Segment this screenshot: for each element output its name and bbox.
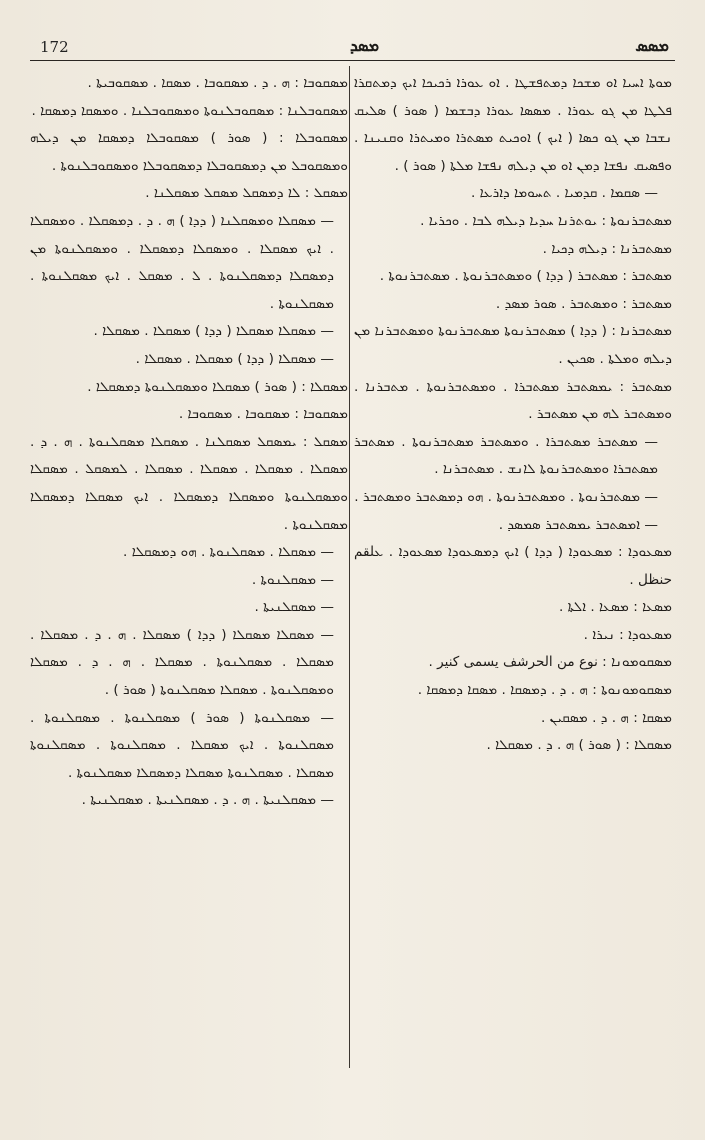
entry-text-with-headword: ܡܣܩܐ : ܗ . ܕ . ܡܣܩܝܢ . <box>540 709 672 726</box>
running-head-right: ܡܣܣ <box>635 36 669 55</box>
dictionary-entry <box>30 401 348 429</box>
subentry-dash: — <box>640 185 658 202</box>
subentry-dash: — <box>316 599 334 616</box>
entry-text: ܡܣܬܒܪܢܘܬܐ . ܘܡܣܬܒܪܢܘܬܐ . ܗܘ ܕܡܣܬܒܪ ܘܡܣܬܒܪ . <box>354 488 641 505</box>
header-rule <box>30 60 675 61</box>
entry-text: ܐܡܣܬܒܪ ܝܡܣܬܒܪ ܣܡܣܕ . <box>498 516 641 533</box>
entry-text-with-headword: ܡܣܥܘܕܐ : ܢܝܪܐ . <box>583 626 672 643</box>
dictionary-entry <box>354 732 672 760</box>
dictionary-entry <box>354 594 672 622</box>
dictionary-entry <box>354 622 672 650</box>
subentry-dash: — <box>640 488 658 505</box>
dictionary-entry <box>354 180 672 208</box>
entry-text-with-headword: ܡܣܩܘܒܐ : ܡܣܩܘܒܐ . ܡܣܩܘܒܐ . <box>178 406 348 423</box>
column-divider <box>349 66 350 1068</box>
entry-text: ܣܩܡܐ . ܩܕܡܝܐ . ܬܚܘܡܐ ܕܐܪܥܐ . <box>471 185 641 202</box>
dictionary-entry <box>354 70 672 180</box>
entry-text-with-headword: ܡܣܩܠ : ܝܡܣܩܠ ܡܣܩܠܢܐ . ܡܣܩܠܐ ܡܣܩܠܢܘܬܐ . ܗ . ܕ . ܡܣܩܠܐ . ܡܣܩܠܐ . ܡܣܩܠܐ . ܡܣܩܠܐ . ܠܡܣܩܠ . ܡܣܩܠܐ ܘܡܣܩܠܢܘܬܐ ܘܡܣܩܠܐ ܕܡܣܩܠܐ . ܐܝܟ ܡܣܩܠܐ ܕܡܣܩܠܐ ܡܣܩܠܢܘܬܐ . <box>30 433 348 533</box>
dictionary-entry <box>354 318 672 373</box>
subentry-dash: — <box>310 709 334 726</box>
entry-text: ܡܣܩܠܢܘܬܐ ( ܣܘܪ ) ܡܣܩܠܢܘܬܐ . ܡܣܩܠܢܘܬܐ . ܡܣܩܠܢܘܬܐ . ܐܝܟ ܡܣܩܠܐ . ܡܣܩܠܢܘܬܐ . ܡܣܩܠܢܘܬܐ ܡܣܩܠܐ . ܡܣܩܠܢܘܬܐ ܡܣܩܠܐ ܕܡܣܩܠܐ ܡܣܩܠܢܘܬܐ . <box>30 709 334 781</box>
entry-text-with-headword: ܡܣܩܠܐ : ( ܣܘܪ ) ܡܣܩܠܐ ܘܡܣܩܠܢܘܬܐ ܕܡܣܩܠܐ . <box>87 378 348 395</box>
entry-text: ܡܣܩܠܐ ܡܣܩܠܐ ( ܕܕܐ ) ܡܣܩܠܐ . ܡܣܩܠܐ . <box>93 323 317 340</box>
entry-text: ܡܣܩܠܐ ܘܡܣܩܠܢܐ ( ܕܕܐ ) ܗ . ܕ . ܕܡܣܩܠܐ . ܘܡܣܩܠܐ . ܐܝܟ ܡܣܩܠܐ . ܘܡܣܩܠܐ ܕܡܣܩܠܐ . ܘܡܣܩܠܢܘܬܐ ܡܢ ܕܡܣܩܠܐ ܕܡܣܩܠܢܘܬܐ . ܠ . ܡܣܩܠ . ܐܝܟ ܡܣܩܠܢܘܬܐ . ܡܣܩܠܢܘܬܐ . <box>30 212 334 312</box>
entry-text-with-headword: ܡܣܩܠܐ : ( ܣܘܪ ) ܗ . ܕ . ܡܣܩܠܐ . <box>486 737 672 754</box>
dictionary-entry <box>30 787 348 815</box>
entry-text-with-headword: ܡܣܬܒܪܢܘܬܐ : ܝܘܬܪܢܐ ܚܕܝܐ ܕܝܠܗ ܠܒܐ . ܘܟܪܝܐ . <box>420 212 672 229</box>
subentry-dash: — <box>316 571 334 588</box>
dictionary-entry <box>30 374 348 402</box>
entry-text-with-headword: ܡܣܬܒܪܢܐ : ( ܕܕܐ ) ܡܣܬܒܪܢܘܬܐ ܡܣܬܒܪܢܘܬܐ ܘܡܣܬܒܪܢܐ ܡܢ ܕܝܠܗ ܘܡܠܬܐ . ܣܟܝܢ . <box>354 323 672 367</box>
entry-text-with-headword: ܡܣܩܠ : ܠܐ ܕܡܣܩܠ ܡܣܩܠ ܡܣܩܠܢܐ . <box>145 185 348 202</box>
dictionary-entry <box>30 180 348 208</box>
entry-text-with-headword: ܡܣܩܘܡܘܢܐ : نوع من الحرشف يسمى كنير . <box>428 654 672 671</box>
subentry-dash: — <box>316 544 334 561</box>
dictionary-entry <box>354 236 672 264</box>
dictionary-entry <box>30 346 348 374</box>
dictionary-entry <box>30 594 348 622</box>
entry-text: ܡܣܩܠܐ ( ܕܕܐ ) ܡܣܩܠܐ . ܡܣܩܠܐ . <box>135 350 317 367</box>
dictionary-entry <box>354 539 672 594</box>
dictionary-entry <box>30 539 348 567</box>
subentry-dash: — <box>315 212 334 229</box>
page-number: 172 <box>40 38 69 56</box>
dictionary-entry <box>354 677 672 705</box>
dictionary-entry <box>354 263 672 291</box>
dictionary-entry <box>354 705 672 733</box>
running-head-center: ܡܣܕ <box>350 36 380 55</box>
right-column <box>354 70 672 1050</box>
subentry-dash: — <box>316 350 334 367</box>
entry-text-with-headword: ܡܣܬܒܪ : ܡܣܬܒܪ ( ܕܕܐ ) ܘܡܣܬܒܪܢܘܬܐ . ܡܣܬܒܪܢܘܬܐ . <box>379 268 672 285</box>
entry-text: ܡܣܬܒܪ ܡܣܬܒܪܐ . ܘܡܣܬܒܪ ܡܣܬܒܪܢܘܬܐ . ܡܣܬܒܪ ܡܣܬܒܪܐ ܘܡܣܬܒܪܢܘܬܐ ܠܐܢܫ . ܡܣܬܒܪܢܐ . <box>354 433 658 478</box>
entry-text-with-headword: ܡܣܬܒܪ : ܘܡܣܬܒܪ . ܣܘܪ ܡܣܕ . <box>495 295 672 312</box>
dictionary-entry <box>30 429 348 539</box>
left-column <box>30 70 348 1050</box>
subentry-dash: — <box>640 516 658 533</box>
subentry-dash: — <box>314 626 334 643</box>
dictionary-entry <box>30 318 348 346</box>
entry-text-with-headword: ܡܣܩܘܒܐ : ܗ . ܕ . ܡܣܩܘܒܐ . ܡܣܩܐ . ܡܣܩܘܒܝܬܐ . <box>87 75 348 91</box>
dictionary-entry <box>30 70 348 98</box>
entry-text: ܡܘܬܐ ܐܚܝܐ ܐܘ ܡܫܟܐ ܕܡܬܦܫܛܐ . ܐܘ ܥܘܪܐ ܪܟܝܟܐ ܐܝܟ ܕܡܬܩܪܐ ܦܠܛܐ ܡܢ ܓܘ ܥܘܪܐ . ܡܣܣܐ ܥܘܪܐ ܕܒܫܡܐ ( ܣܘܪ ) ܣܠܝܩ ܢܫܒܐ ܡܢ ܓܘ ܟܣܐ ( ܐܝܟ ) ܐܘܟܝܬ ܡܣܬܪܐ ܘܡܝܬܪܐ ܘܩܢܝܢܐ . ܘܦܣܝܩ ܢܦܫܐ ܕܡܢ ܐܘ ܡܢ ܕܝܠܗ ܢܦܫܐ ܡܠܬܐ ( ܣܘܪ ) . <box>354 75 672 174</box>
entry-text: ܡܣܩܠܢܝܬܐ . ܗ . ܕ . ܡܣܩܠܢܝܬܐ . ܡܣܩܠܢܝܬܐ . <box>81 792 317 809</box>
dictionary-entry <box>354 429 672 484</box>
dictionary-entry <box>30 705 348 788</box>
dictionary-entry <box>354 484 672 512</box>
dictionary-entry <box>30 567 348 595</box>
entry-text: ܡܣܩܠܐ ܡܣܩܠܐ ( ܕܕܐ ) ܡܣܩܠܐ . ܗ . ܕ . ܡܣܩܠܐ . ܡܣܩܠܐ . ܡܣܩܠܢܘܬܐ . ܡܣܩܠܐ . ܗ . ܕ . ܡܣܩܠܐ ܘܡܣܩܠܢܘܬܐ . ܡܣܩܠܐ ܡܣܩܠܢܘܬܐ ( ܣܘܪ ) . <box>30 626 334 699</box>
entry-text-with-headword: ܡܣܬܒܪܢܐ : ܕܝܠܗ ܕܟܝܐ . <box>542 240 672 257</box>
entry-text: ܡܣܩܠܢܘܬܐ . <box>251 571 317 588</box>
subentry-dash: — <box>637 433 658 450</box>
dictionary-entry <box>30 125 348 180</box>
dictionary-entry <box>354 512 672 540</box>
dictionary-entry <box>354 374 672 429</box>
dictionary-entry <box>354 208 672 236</box>
entry-text-with-headword: ܡܣܥܘܕܐ : ܡܣܥܘܕܐ ( ܕܕܐ ) ܐܝܟ ܕܡܣܥܘܕܐ ܡܣܥܘܕܐ . ܥلقم حنظل . <box>354 544 672 588</box>
dictionary-entry <box>354 291 672 319</box>
entry-text-with-headword: ܡܣܩܘܡܘܢܘܬܐ : ܗ . ܕ . ܕܡܣܩܐ . ܡܣܩܐ ܕܡܣܩܐ . <box>417 682 672 699</box>
dictionary-entry <box>354 649 672 677</box>
entry-text-with-headword: ܡܣܩܘܒܠܐ : ( ܣܘܪ ) ܡܣܩܘܒܠܐ ܕܡܣܩܐ ܡܢ ܕܝܠܗ ܘܡܣܩܘܒܠ ܡܢ ܕܡܣܩܘܒܠܐ ܕܡܣܩܘܒܠܐ ܘܡܣܩܘܒܠܢܘܬܐ . <box>30 130 348 174</box>
entry-text-with-headword: ܡܣܩܘܒܠܢܐ : ܡܣܩܘܒܠܢܘܬܐ ܘܡܣܩܘܒܠܢܐ . ܘܡܣܩܐ ܕܡܣܩܐ . <box>31 102 348 119</box>
page-header <box>40 36 675 60</box>
dictionary-entry <box>30 98 348 126</box>
subentry-dash: — <box>316 323 334 340</box>
entry-text: ܡܣܩܠܢܝܬܐ . <box>254 599 317 616</box>
dictionary-entry <box>30 622 348 705</box>
entry-text-with-headword: ܡܣܥܐ : ܡܣܥܐ . ܐܠܬܐ . <box>559 599 672 616</box>
dictionary-entry <box>30 208 348 318</box>
entry-text-with-headword: ܡܣܬܒܪ : ܝܡܣܬܒܪ ܡܣܬܒܪܐ . ܘܡܣܬܒܪܢܘܬܐ . ܡܬܒܪܢܐ . ܘܡܣܬܒܪ ܠܗ ܡܢ ܡܣܬܒܪ . <box>354 378 672 423</box>
entry-text: ܡܣܩܠܐ . ܡܣܩܠܢܘܬܐ . ܗܘ ܕܡܣܩܠܐ . <box>123 544 317 561</box>
subentry-dash: — <box>316 792 334 809</box>
